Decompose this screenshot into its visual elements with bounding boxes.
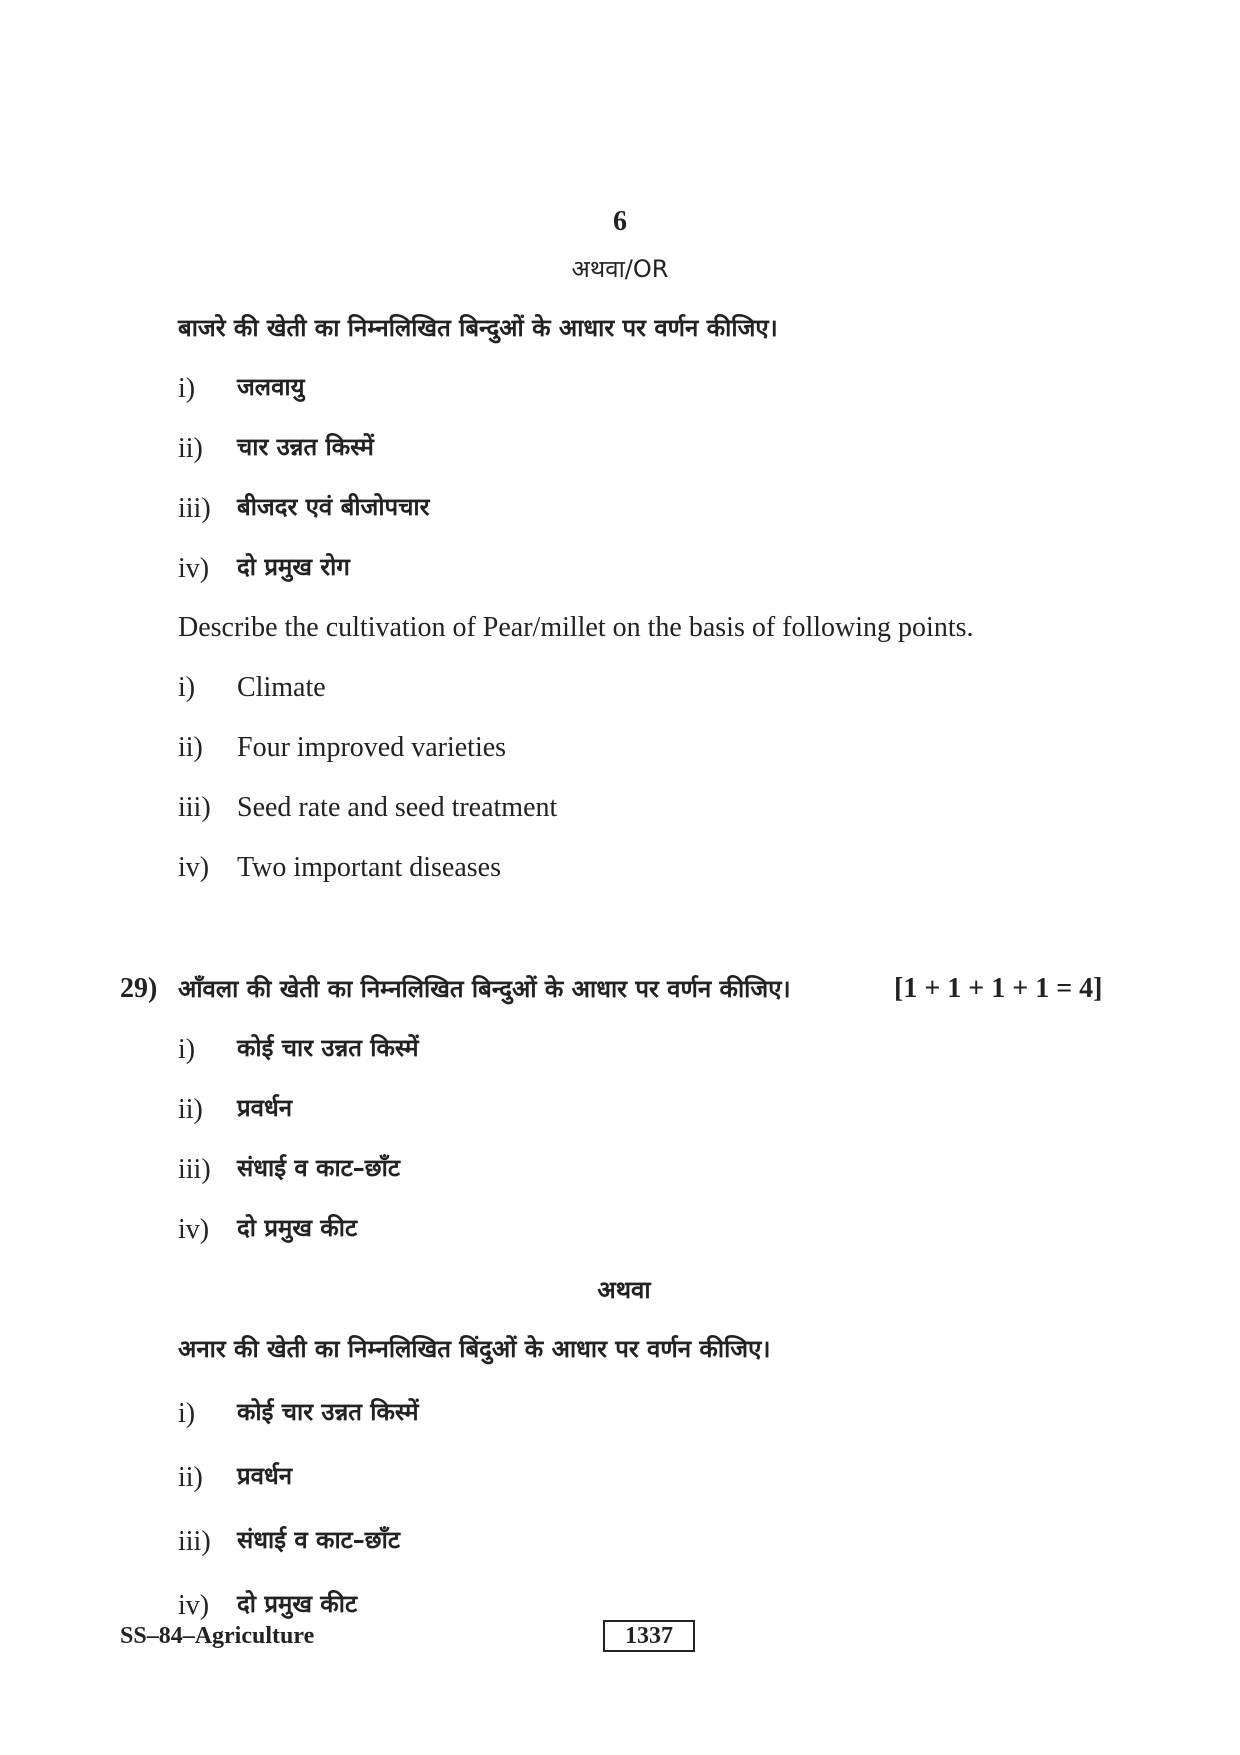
q29-or-label: अथवा bbox=[597, 1276, 651, 1304]
q29-alt-item-num: iii) bbox=[178, 1526, 211, 1557]
q29-item-num: i) bbox=[178, 1034, 196, 1065]
q29-alt-item-text: दो प्रमुख कीट bbox=[237, 1590, 358, 1618]
q28-english-item-text: Four improved varieties bbox=[237, 732, 507, 763]
q28-hindi-item-text: जलवायु bbox=[237, 373, 305, 401]
q29-alt-item-num: iv) bbox=[178, 1590, 210, 1621]
q29-item-num: iv) bbox=[178, 1214, 210, 1245]
q29-item-text: संधाई व काट–छाँट bbox=[237, 1154, 400, 1182]
q29-item-text: दो प्रमुख कीट bbox=[237, 1214, 358, 1242]
q28-alt-hindi-question: बाजरे की खेती का निम्नलिखित बिन्दुओं के आधार पर वर्णन कीजिए। bbox=[178, 314, 778, 342]
q28-hindi-item-num: iv) bbox=[178, 553, 210, 584]
q28-hindi-item-num: iii) bbox=[178, 493, 211, 524]
q29-item-num: ii) bbox=[178, 1094, 203, 1125]
q28-hindi-item-num: ii) bbox=[178, 433, 203, 464]
footer-box-code: 1337 bbox=[603, 1620, 695, 1652]
q28-hindi-item-text: चार उन्नत किस्में bbox=[237, 433, 374, 461]
q29-alt-item-num: ii) bbox=[178, 1462, 203, 1493]
q28-alt-english-question: Describe the cultivation of Pear/millet on the basis of following points. bbox=[178, 612, 974, 643]
q28-hindi-item-text: दो प्रमुख रोग bbox=[237, 553, 350, 581]
page-number: 6 bbox=[613, 206, 627, 237]
q29-alt-item-num: i) bbox=[178, 1398, 196, 1429]
q28-english-item-num: i) bbox=[178, 672, 196, 703]
or-heading: अथवा/OR bbox=[571, 255, 669, 283]
q29-item-text: प्रवर्धन bbox=[237, 1094, 293, 1122]
q29-item-text: कोई चार उन्नत किस्में bbox=[237, 1034, 419, 1062]
q29-alt-item-text: प्रवर्धन bbox=[237, 1462, 293, 1490]
q28-english-item-text: Two important diseases bbox=[237, 852, 501, 883]
q28-english-item-text: Climate bbox=[237, 672, 326, 703]
q29-alt-item-text: संधाई व काट–छाँट bbox=[237, 1526, 400, 1554]
q28-english-item-text: Seed rate and seed treatment bbox=[237, 792, 558, 823]
q29-question: आँवला की खेती का निम्नलिखित बिन्दुओं के आधार पर वर्णन कीजिए। bbox=[178, 975, 791, 1003]
q28-english-item-num: ii) bbox=[178, 732, 203, 763]
q29-alt-item-text: कोई चार उन्नत किस्में bbox=[237, 1398, 419, 1426]
q29-item-num: iii) bbox=[178, 1154, 211, 1185]
footer-paper-code: SS–84–Agriculture bbox=[120, 1623, 315, 1649]
q28-hindi-item-text: बीजदर एवं बीजोपचार bbox=[237, 493, 430, 521]
q29-number: 29) bbox=[120, 973, 158, 1004]
q29-marks: [1 + 1 + 1 + 1 = 4] bbox=[894, 973, 1103, 1004]
q28-hindi-item-num: i) bbox=[178, 373, 196, 404]
q29-alt-question: अनार की खेती का निम्नलिखित बिंदुओं के आधार पर वर्णन कीजिए। bbox=[178, 1335, 771, 1363]
q28-english-item-num: iii) bbox=[178, 792, 211, 823]
q28-english-item-num: iv) bbox=[178, 852, 210, 883]
